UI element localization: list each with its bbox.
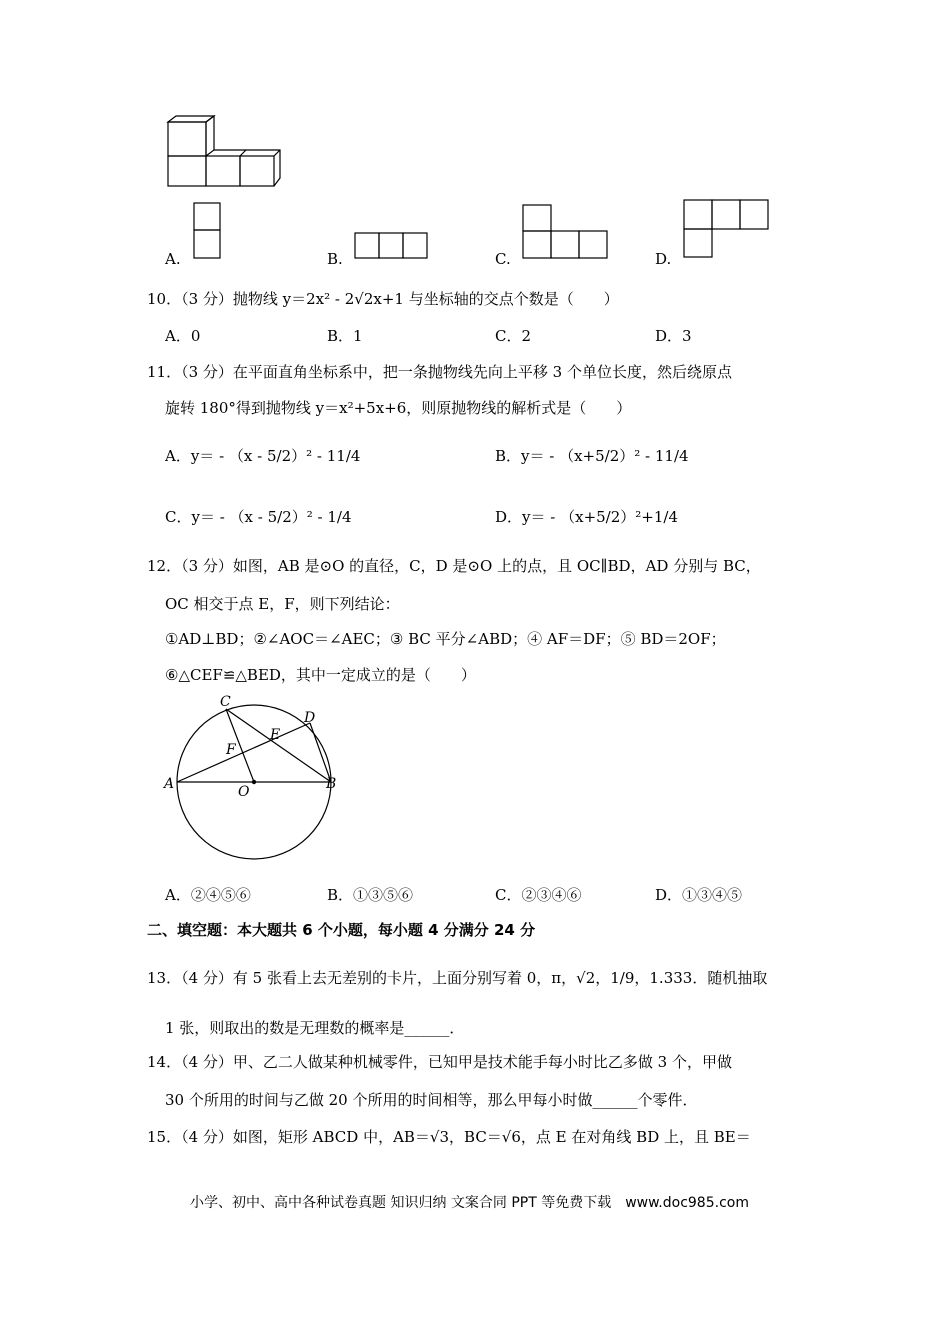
q9-option-d-figure xyxy=(683,199,773,259)
q9-option-d-label: D. xyxy=(655,250,672,268)
q12-option-b: B．①③⑤⑥ xyxy=(327,886,414,904)
q9-option-b-figure xyxy=(354,232,430,260)
q10-stem: 10．（3 分）抛物线 y＝2x² - 2√2x+1 与坐标轴的交点个数是（ ） xyxy=(147,290,619,308)
point-label-d: D xyxy=(304,710,316,726)
q13-line1: 13．（4 分）有 5 张看上去无差别的卡片，上面分别写着 0，π，√2，1/9，1.333．随机抽取 xyxy=(147,969,768,987)
q15-line1: 15．（4 分）如图，矩形 ABCD 中，AB＝√3，BC＝√6，点 E 在对角线 BD 上，且 BE＝ xyxy=(147,1128,751,1146)
q11-option-a: A．y＝ - （x - 5/2）² - 11/4 xyxy=(165,447,361,465)
q10-option-c: C．2 xyxy=(495,327,532,345)
q11-line1: 11．（3 分）在平面直角坐标系中，把一条抛物线先向上平移 3 个单位长度，然后绕原点 xyxy=(147,363,732,381)
q9-option-a-figure xyxy=(193,202,223,260)
footer-text: 小学、初中、高中各种试卷真题 知识归纳 文案合同 PPT 等免费下载 www.doc985.com xyxy=(190,1195,749,1211)
q12-line1: 12．（3 分）如图，AB 是⊙O 的直径，C，D 是⊙O 上的点，且 OC∥BD，AD 分别与 BC， xyxy=(147,557,761,575)
q11-option-b: B．y＝ - （x+5/2）² - 11/4 xyxy=(495,447,689,465)
cube-solid-figure xyxy=(160,112,286,192)
q11-option-c: C．y＝ - （x - 5/2）² - 1/4 xyxy=(165,508,352,526)
q9-option-b-label: B. xyxy=(327,250,343,268)
section-heading: 二、填空题：本大题共 6 个小题，每小题 4 分满分 24 分 xyxy=(147,921,536,939)
q12-line3: ①AD⊥BD；②∠AOC＝∠AEC；③ BC 平分∠ABD；④ AF＝DF；⑤ BD＝2OF； xyxy=(165,630,726,648)
point-label-b: B xyxy=(326,776,337,792)
q10-option-d: D．3 xyxy=(655,327,692,345)
q13-line2: 1 张，则取出的数是无理数的概率是______． xyxy=(165,1019,465,1037)
q14-line2: 30 个所用的时间与乙做 20 个所用的时间相等，那么甲每小时做______个零件． xyxy=(165,1091,698,1109)
point-label-e: E xyxy=(270,727,281,743)
point-label-f: F xyxy=(226,742,236,758)
q14-line1: 14．（4 分）甲、乙二人做某种机械零件，已知甲是技术能手每小时比乙多做 3 个，甲做 xyxy=(147,1053,732,1071)
point-label-c: C xyxy=(220,694,231,710)
q12-option-d: D．①③④⑤ xyxy=(655,886,743,904)
q12-line2: OC 相交于点 E，F，则下列结论： xyxy=(165,595,400,613)
circle-geometry-figure xyxy=(160,692,350,872)
q10-option-a: A．0 xyxy=(165,327,201,345)
q9-option-c-figure xyxy=(522,204,610,260)
q11-line2: 旋转 180°得到抛物线 y＝x²+5x+6，则原抛物线的解析式是（ ） xyxy=(165,399,632,417)
q12-line4: ⑥△CEF≌△BED，其中一定成立的是（ ） xyxy=(165,666,476,684)
point-label-a: A xyxy=(164,776,175,792)
q9-option-a-label: A. xyxy=(165,250,181,268)
q12-option-c: C．②③④⑥ xyxy=(495,886,582,904)
point-label-o: O xyxy=(238,784,250,800)
q11-option-d: D．y＝ - （x+5/2）²+1/4 xyxy=(495,508,678,526)
q12-option-a: A．②④⑤⑥ xyxy=(165,886,251,904)
q9-option-c-label: C. xyxy=(495,250,511,268)
q10-option-b: B．1 xyxy=(327,327,363,345)
